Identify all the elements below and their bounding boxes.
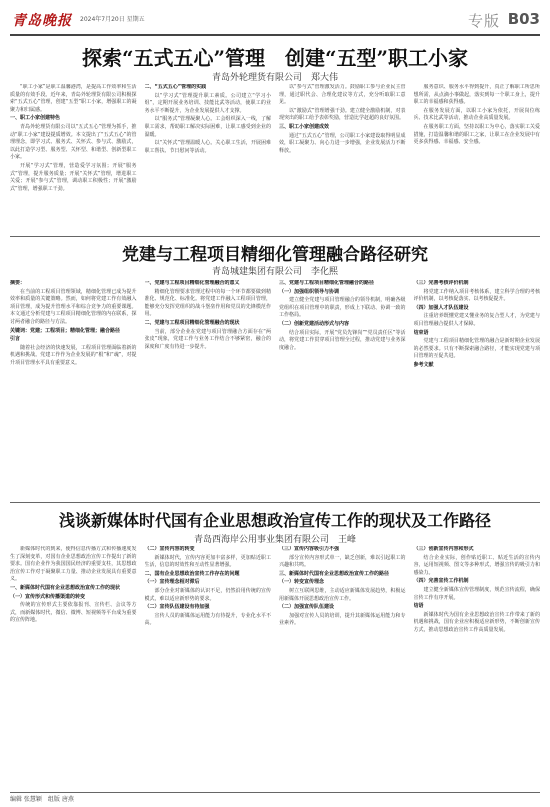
paragraph: 随着社会经济的快速发展，工程项目管理面临着新的机遇和挑战。党建工作作为企业发展的“根”和“魂”，对提升项目管理水平具有重要意义。 xyxy=(10,344,137,366)
article2-body xyxy=(10,280,540,498)
paragraph: 一、职工小家创建特色 xyxy=(10,115,61,122)
issue-date: 2024年7月20日 星期五 xyxy=(80,16,145,23)
paragraph: 当前，部分企业在党建与项目管理融合方面存在“两张皮”现象，党建工作与业务工作结合不够紧密，融合的深度和广度有待进一步提升。 xyxy=(144,328,271,350)
page-footer: 编辑 张慧颖 组版 唐燕 xyxy=(10,796,74,803)
paragraph: 青岛外轮理货有限公司以“五式五心”管理为抓手，推动“职工小家”建设提质增效。本文提出了“五式五心”的管理理念，即学习式、服务式、关怀式、参与式、激励式，以此打造学习型、服务型、关怀型、和谐型、创新型职工小家。 xyxy=(10,123,137,161)
paragraph: 部分宣传内容形式单一，缺乏创新，难以引起职工的兴趣和共鸣。 xyxy=(279,554,406,569)
paragraph: （二）宣传队伍建设有待加强 xyxy=(144,604,210,611)
paragraph: 三、党建与工程项目精细化管理融合的路径 xyxy=(279,280,375,286)
paragraph: 以“激励式”管理增强干劲。建立健全激励机制，对表现突出的职工给予表彰奖励，营造比学赶超的良好氛围。 xyxy=(279,107,406,122)
paragraph: 新媒体时代，宣传内容更加丰富多样，更加贴近职工生活，信息的时效性和互动性显著增强。 xyxy=(144,554,271,569)
paragraph: 部分企业对新媒体的认识不足，仍然沿用传统的宣传模式，难以适应新形势的要求。 xyxy=(144,587,271,602)
paragraph: 三、职工小家创建成效 xyxy=(279,123,330,130)
article1-body xyxy=(10,84,540,232)
footer-rule xyxy=(10,792,540,793)
paragraph: 通过“五式五心”管理，公司职工小家建设取得明显成效，职工凝聚力、向心力进一步增强，企业发展活力不断释放。 xyxy=(279,132,406,154)
paragraph: 结合项目实际，开展“党员先锋岗”“党员责任区”等活动，将党建工作贯穿项目管理全过程，推动党建与业务深度融合。 xyxy=(279,329,406,351)
paragraph: 在服务发展方面，以职工小家为依托，开展岗位练兵、技术比武等活动，推动企业高质量发展。 xyxy=(413,107,540,122)
article3-body xyxy=(10,546,540,790)
article2-column xyxy=(414,280,541,498)
paragraph: 引言 xyxy=(10,336,21,343)
paragraph: 宣传人员的新媒体运用能力有待提升，专业化水平不高。 xyxy=(144,612,271,627)
paragraph: （三）完善考核评价机制 xyxy=(413,280,469,286)
paragraph: 传统的宣传形式主要依靠报刊、宣传栏、会议等方式，而新媒体时代，微信、微博、短视频等平台成为重要的宣传阵地。 xyxy=(10,602,137,624)
paragraph: 在服务职工方面，坚持以职工为中心，落实职工关爱措施，打造温馨和谐的职工之家，让职工在企业发展中有更多获得感、幸福感、安全感。 xyxy=(413,123,540,146)
section-label: 专版 xyxy=(467,12,500,30)
divider xyxy=(10,502,540,503)
paragraph: 结合企业实际，创作贴近职工、贴近生活的宣传内容，运用短视频、图文等多种形式，增强宣传的吸引力和感染力。 xyxy=(413,554,540,576)
article2-byline: 青岛城建集团有限公司 李化熙 xyxy=(211,267,338,277)
article2-column xyxy=(10,280,137,498)
article1-column xyxy=(145,84,272,232)
article1-column xyxy=(279,84,406,232)
article3-column xyxy=(145,546,272,790)
paragraph: 三、新媒体时代国有企业思想政治宣传工作的路径 xyxy=(279,570,390,577)
paragraph: 以“关怀式”管理温暖人心。关心职工生活，开展困难职工帮扶、节日慰问等活动。 xyxy=(144,140,271,154)
paragraph: （四）完善宣传工作机制 xyxy=(413,578,469,585)
paragraph: 树立互联网思维，主动适应新媒体发展趋势，积极运用新媒体开展思想政治宣传工作。 xyxy=(279,587,406,602)
paragraph: 加强对宣传人员的培训，提升其新媒体运用能力和专业素养。 xyxy=(279,612,406,627)
paragraph: 服务意识、服务水平得到提升，真正了解职工所思所想所需，从点滴小事做起，落实到每一个职工身上，提升职工的幸福感和获得感。 xyxy=(413,84,540,106)
paragraph: （一）加强组织领导与协调 xyxy=(279,288,340,295)
article1-byline: 青岛外轮理货有限公司 郑大伟 xyxy=(211,73,338,83)
paragraph: （二）宣传内容的转变 xyxy=(144,546,195,552)
paragraph: （二）加强宣传队伍建设 xyxy=(279,604,335,611)
paragraph: 开展“学习式”管理，营造爱学习氛围；开展“服务式”管理，提升服务质量；开展“关怀式”管理，增进职工关爱；开展“参与式”管理，调动职工积极性；开展“激励式”管理，增强职工干劲。 xyxy=(10,162,137,192)
paragraph: 以“服务式”管理凝聚人心。工会组织深入一线，了解职工需求，帮助职工解决实际困难，让职工感受到企业的温暖。 xyxy=(144,116,271,138)
paragraph: 以“参与式”管理激发活力。鼓励职工参与企业民主管理，通过职代会、合理化建议等方式，充分听取职工意见。 xyxy=(279,84,406,106)
paragraph: 二、“五式五心”管理的实践 xyxy=(144,84,207,90)
page-number: B03 xyxy=(507,10,540,28)
paragraph: 结语 xyxy=(413,603,424,610)
paragraph: 党建与工程项目精细化管理的融合是新时期企业发展的必然要求。只有不断探索融合路径，才能实现党建与项目管理的互促共进。 xyxy=(413,338,540,360)
divider xyxy=(10,236,540,237)
paragraph: （三）宣传内容吸引力不强 xyxy=(279,546,340,552)
paragraph: 关键词：党建；工程项目；精细化管理；融合路径 xyxy=(10,327,121,334)
paragraph: 二、国有企业思想政治宣传工作存在的问题 xyxy=(144,570,240,577)
paragraph: 在当前的工程项目管理领域，精细化管理已成为提升效率和质量的关键策略。然而，如何将党建工作有效融入项目管理，成为提升管理水平和综合竞争力的重要课题。本文通过分析党建与工程项目精细化管理的内在联系，探讨两者融合的路径与方法。 xyxy=(10,288,137,325)
paragraph: 以“学习式”管理提升职工素质。公司建立“学习小组”，定期开展业务培训、技能比武等活动，使职工的业务水平不断提升，为企业发展提供人才支撑。 xyxy=(144,92,271,114)
paragraph: 新媒体时代为国有企业思想政治宣传工作带来了新的机遇和挑战，国有企业应积极适应新形势，不断创新宣传方式，推动思想政治宣传工作高质量发展。 xyxy=(413,611,540,633)
article2-column xyxy=(279,280,406,498)
paragraph: “职工小家”是职工温馨港湾，是提高工作效率和生活质量的有效手段。近年来，青岛外轮理货有限公司积极探索“五式五心”管理，创建“五型”职工小家，增强职工的凝聚力和归属感。 xyxy=(10,84,137,113)
paragraph: （三）创新宣传内容和形式 xyxy=(413,546,474,552)
paragraph: （二）创新党建活动形式与内容 xyxy=(279,320,350,327)
header-rule xyxy=(10,34,540,36)
paragraph: （四）加强人才队伍建设 xyxy=(413,304,469,311)
paragraph: 参考文献 xyxy=(413,361,434,368)
article1-column xyxy=(414,84,541,232)
article3-byline: 青岛西海岸公用事业集团有限公司 王峰 xyxy=(193,535,356,545)
article3-title: 浅谈新媒体时代国有企业思想政治宣传工作的现状及工作路径 xyxy=(58,511,491,530)
page-header xyxy=(10,8,540,34)
article1-title: 探索“五式五心”管理 创建“五型”职工小家 xyxy=(81,46,468,70)
masthead-logo: 青岛晚报 xyxy=(12,13,72,29)
paragraph: 摘要： xyxy=(10,280,26,286)
paragraph: 一、党建与工程项目精细化管理融合的意义 xyxy=(144,280,240,286)
article3-column xyxy=(414,546,541,790)
paragraph: 一、新媒体时代国有企业思想政治宣传工作的现状 xyxy=(10,584,121,591)
article3-column xyxy=(279,546,406,790)
paragraph: （一）宣传理念相对滞后 xyxy=(144,579,200,586)
paragraph: 精细化管理要求管理过程中的每一个环节都要做到精准化、规范化、标准化。将党建工作融入工程项目管理，能够充分发挥党组织的战斗堡垒作用和党员的先锋模范作用。 xyxy=(144,288,271,318)
paragraph: 结束语 xyxy=(413,329,429,336)
paragraph: 建立健全党建与项目管理融合的领导机制，明确各级党组织在项目管理中的职责，形成上下联动、协调一致的工作格局。 xyxy=(279,297,406,319)
paragraph: （一）宣传形式和传播渠道的转变 xyxy=(10,593,86,600)
paragraph: 二、党建与工程项目精细化管理融合的现状 xyxy=(144,319,240,326)
paragraph: 新媒体时代的到来，使得信息传播方式和传播速度发生了深刻变革，对国有企业思想政治宣传工作提出了新的要求。国有企业作为我国国民经济的重要支柱，其思想政治宣传工作对于凝聚职工力量、推动企业发展具有重要意义。 xyxy=(10,546,137,583)
article1-column xyxy=(10,84,137,232)
article3-column xyxy=(10,546,137,790)
article2-title: 党建与工程项目精细化管理融合路径研究 xyxy=(122,245,428,265)
article2-column xyxy=(145,280,272,498)
paragraph: 建立健全新媒体宣传管理制度，规范宣传流程，确保宣传工作有序开展。 xyxy=(413,586,540,601)
paragraph: （一）转变宣传理念 xyxy=(279,579,325,586)
paragraph: 将党建工作纳入项目考核体系，建立科学合理的考核评价机制，以考核促落实、以考核促提升。 xyxy=(413,288,540,303)
paragraph: 注重培养既懂党建又懂业务的复合型人才，为党建与项目管理融合提供人才保障。 xyxy=(413,313,540,327)
